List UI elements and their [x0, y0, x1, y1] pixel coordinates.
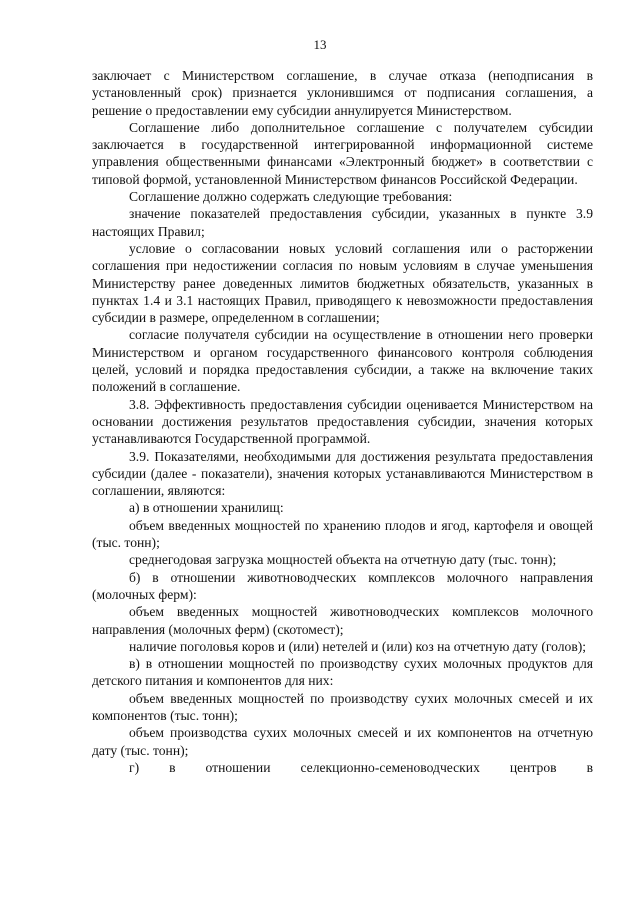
paragraph: в) в отношении мощностей по производству сухих молочных продуктов для детского питания и компонентов для них: [92, 656, 593, 689]
paragraph: 3.9. Показателями, необходимыми для достижения результата предоставления субсидии (далее - показатели), значения которых устанавливаются Министерством в соглашении, являются: [92, 448, 593, 499]
paragraph: а) в отношении хранилищ: [129, 500, 284, 516]
paragraph: значение показателей предоставления субсидии, указанных в пункте 3.9 настоящих Правил; [92, 206, 593, 239]
paragraph: согласие получателя субсидии на осуществление в отношении него проверки Министерством и органом государственного финансового контроля соблюдения целей, условий и порядка предоставления субсидии, а также на включение таких положений в соглашение. [92, 327, 593, 395]
paragraph: Соглашение должно содержать следующие требования: [129, 189, 453, 205]
paragraph: объем введенных мощностей животноводческих комплексов молочного направления (молочных ферм) (скотомест); [92, 604, 593, 637]
paragraph: наличие поголовья коров и (или) нетелей и (или) коз на отчетную дату (голов); [129, 638, 587, 654]
page-number: 13 [313, 37, 327, 52]
paragraph: г) в отношении селекционно-семеноводческих центров в [129, 759, 593, 775]
paragraph: объем производства сухих молочных смесей и их компонентов на отчетную дату (тыс. тонн); [92, 725, 593, 758]
paragraph: объем введенных мощностей по производству сухих молочных смесей и их компонентов (тыс. тонн); [92, 690, 593, 723]
paragraph: б) в отношении животноводческих комплексов молочного направления (молочных ферм): [92, 569, 593, 602]
paragraph: Соглашение либо дополнительное соглашение с получателем субсидии заключается в государственной интегрированной информационной системе управления общественными финансами «Электронный бюджет» в соответствии с типовой формой, установленной Министерством финансов Российской Федерации. [92, 119, 593, 187]
paragraph: среднегодовая загрузка мощностей объекта на отчетную дату (тыс. тонн); [129, 552, 557, 568]
paragraph: условие о согласовании новых условий соглашения или о расторжении соглашения при недостижении согласия по новым условиям в случае уменьшения Министерству ранее доведенных лимитов бюджетных обязательств, указанных в пунктах 1.4 и 3.1 настоящих Правил, приводящего к невозможности предоставления субсидии в размере, определенном в соглашении; [92, 240, 593, 326]
paragraph: заключает с Министерством соглашение, в случае отказа (неподписания в установленный срок) признается уклонившимся от подписания соглашения, а решение о предоставлении ему субсидии аннулируется Министерством. [92, 68, 593, 118]
paragraph: 3.8. Эффективность предоставления субсидии оценивается Министерством на основании достижения результатов предоставления субсидии, значения которых устанавливаются Государственной программой. [92, 396, 593, 447]
paragraph: объем введенных мощностей по хранению плодов и ягод, картофеля и овощей (тыс. тонн); [92, 517, 593, 551]
document-body [92, 67, 593, 776]
